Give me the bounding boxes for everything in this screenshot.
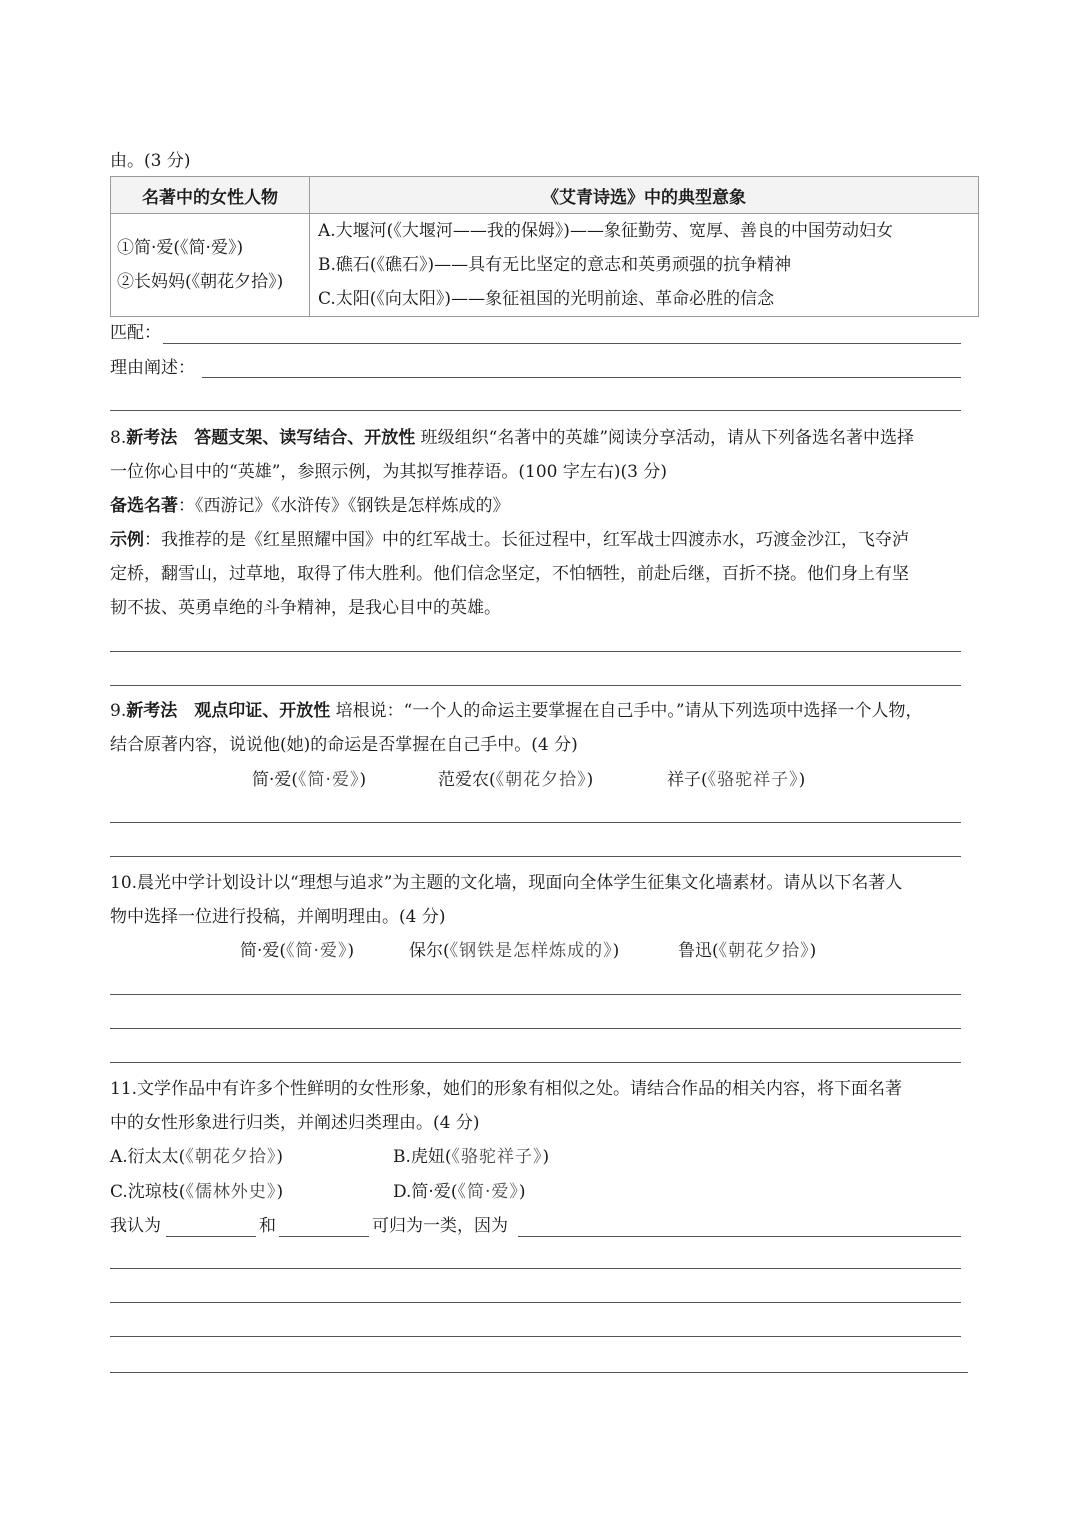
match-label: 匹配： <box>110 323 161 343</box>
q9-option: 范爱农(《朝花夕拾》) <box>438 770 594 790</box>
q8-line-1 <box>110 427 914 449</box>
q8-books <box>110 495 510 517</box>
q8-books-label: 备选名著 <box>110 496 178 516</box>
q11-blank-1[interactable] <box>166 1236 256 1237</box>
question-intro-tail: 由。(3 分) <box>110 151 191 171</box>
q11-answer-prefix: 我认为 <box>110 1216 161 1236</box>
q10-option: 简·爱(《简·爱》) <box>240 941 355 961</box>
q11-option: B.虎妞(《骆驼祥子》) <box>393 1147 550 1167</box>
match-answer-line[interactable] <box>163 343 961 344</box>
q8-line-2: 一位你心目中的“英雄”，参照示例，为其拟写推荐语。(100 字左右)(3 分) <box>110 462 667 482</box>
q11-option: C.沈琼枝(《儒林外史》) <box>110 1182 284 1202</box>
images-cell <box>310 214 979 317</box>
q9-option: 祥子(《骆驼祥子》) <box>667 770 806 790</box>
woman-item: ①简·爱(《简·爱》) <box>117 238 244 258</box>
q8-example-1 <box>110 529 909 551</box>
q11-blank-2[interactable] <box>279 1236 369 1237</box>
q10-answer-line[interactable] <box>110 1062 961 1063</box>
q10-option: 保尔(《钢铁是怎样炼成的》) <box>409 941 620 961</box>
q8-number: 8. <box>110 428 127 448</box>
q11-option: A.衍太太(《朝花夕拾》) <box>110 1147 283 1167</box>
q8-answer-line[interactable] <box>110 685 961 686</box>
q8-example-label: 示例 <box>110 530 144 550</box>
q9-number: 9. <box>110 701 127 721</box>
woman-item: ②长妈妈(《朝花夕拾》) <box>117 272 284 292</box>
reason-answer-line[interactable] <box>110 410 961 411</box>
q8-example-2: 定桥，翻雪山，过草地，取得了伟大胜利。他们信念坚定，不怕牺牲，前赴后继，百折不挠。他们身上有坚 <box>110 564 909 584</box>
q11-answer-line[interactable] <box>110 1302 961 1303</box>
q9-tag: 新考法 观点印证、开放性 <box>126 701 331 721</box>
table-header-women: 名著中的女性人物 <box>111 177 310 214</box>
q8-example-3: 韧不拔、英勇卓绝的斗争精神，是我心目中的英雄。 <box>110 598 501 618</box>
q10-line-1: 10.晨光中学计划设计以“理想与追求”为主题的文化墙，现面向全体学生征集文化墙素材。请从以下名著人 <box>110 873 903 893</box>
q9-line-1 <box>110 700 923 722</box>
q9-text: 培根说：“一个人的命运主要掌握在自己手中。”请从下列选项中选择一个人物， <box>335 701 923 721</box>
q8-text: 班级组织“名著中的英雄”阅读分享活动，请从下列备选名著中选择 <box>420 428 915 448</box>
q8-books-list: ：《西游记》《水浒传》《钢铁是怎样炼成的》 <box>178 496 510 516</box>
matching-table <box>110 176 979 317</box>
q11-reason-line[interactable] <box>518 1236 961 1237</box>
q10-line-2: 物中选择一位进行投稿，并阐明理由。(4 分) <box>110 907 446 927</box>
q11-answer-line[interactable] <box>110 1336 961 1337</box>
reason-answer-line[interactable] <box>202 377 961 378</box>
q10-answer-line[interactable] <box>110 994 961 995</box>
q11-answer-mid: 可归为一类，因为 <box>372 1216 508 1236</box>
q10-option: 鲁迅(《朝花夕拾》) <box>678 941 817 961</box>
q11-line-2: 中的女性形象进行归类，并阐述归类理由。(4 分) <box>110 1113 480 1133</box>
q8-tag: 新考法 答题支架、读写结合、开放性 <box>126 428 416 448</box>
image-item: C.太阳(《向太阳》)——象征祖国的光明前途、革命必胜的信念 <box>318 289 775 309</box>
q9-line-2: 结合原著内容，说说他(她)的命运是否掌握在自己手中。(4 分) <box>110 735 578 755</box>
q11-answer-line[interactable] <box>110 1268 961 1269</box>
q10-answer-line[interactable] <box>110 1028 961 1029</box>
table-header-images: 《艾青诗选》中的典型意象 <box>310 177 979 214</box>
image-item: A.大堰河(《大堰河——我的保姆》)——象征勤劳、宽厚、善良的中国劳动妇女 <box>318 221 893 241</box>
q8-example-text: ：我推荐的是《红星照耀中国》中的红军战士。长征过程中，红军战士四渡赤水，巧渡金沙江，飞夺泸 <box>144 530 909 550</box>
q9-answer-line[interactable] <box>110 822 961 823</box>
q9-option: 简·爱(《简·爱》) <box>252 770 367 790</box>
q9-answer-line[interactable] <box>110 856 961 857</box>
q11-answer-line[interactable] <box>110 1372 968 1373</box>
reason-label: 理由阐述： <box>110 358 195 378</box>
women-cell <box>111 214 310 317</box>
q11-option: D.简·爱(《简·爱》) <box>393 1182 526 1202</box>
q8-answer-line[interactable] <box>110 651 961 652</box>
q11-line-1: 11.文学作品中有许多个性鲜明的女性形象，她们的形象有相似之处。请结合作品的相关内容，将下面名著 <box>110 1079 903 1099</box>
image-item: B.礁石(《礁石》)——具有无比坚定的意志和英勇顽强的抗争精神 <box>318 255 792 275</box>
q11-answer-and: 和 <box>259 1216 276 1236</box>
